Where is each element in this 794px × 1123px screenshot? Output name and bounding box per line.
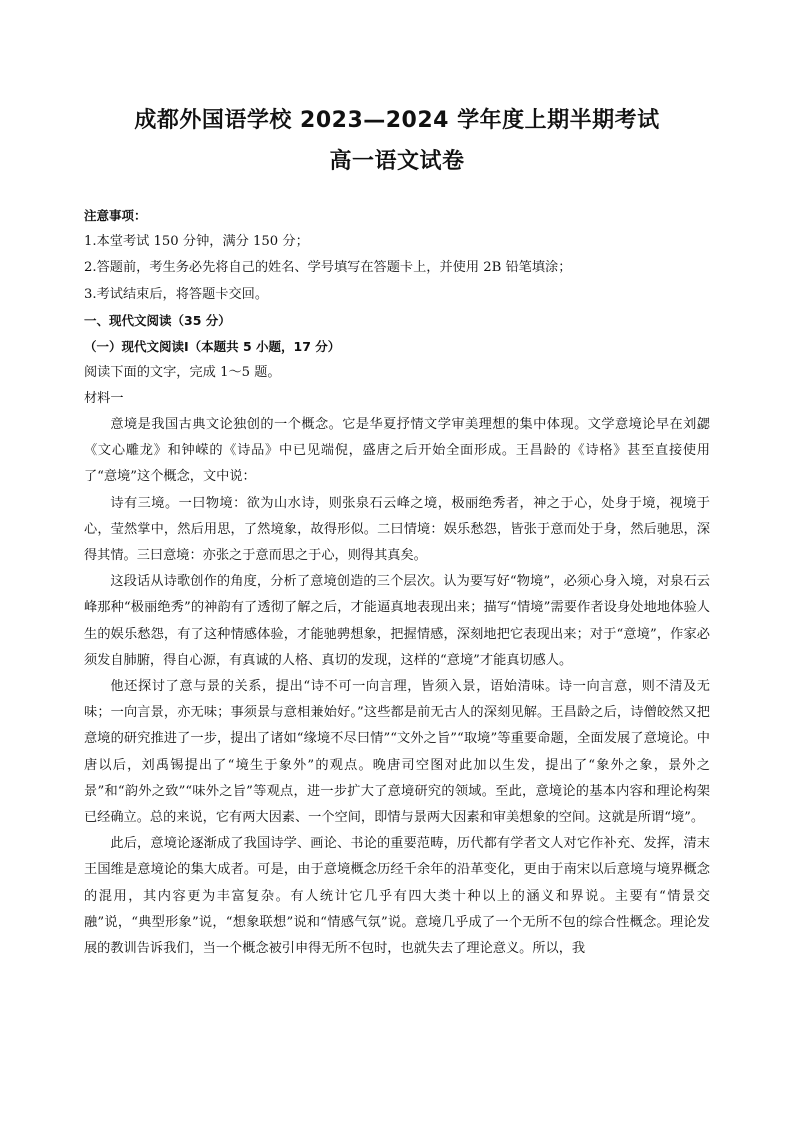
article-quote-paragraph: 诗有三境。一曰物境：欲为山水诗，则张泉石云峰之境，极丽绝秀者，神之于心，处身于境，视境于心，莹然掌中，然后用思，了然境象，故得形似。二曰情境：娱乐愁怨，皆张于意而处于身，然后驰思，深得其情。三曰意境：亦张之于意而思之于心，则得其真矣。: [84, 495, 710, 564]
material-label: 材料一: [84, 391, 124, 407]
notes-section: [84, 203, 710, 413]
section-heading: 一、现代文阅读（35 分）: [84, 312, 231, 328]
article-paragraph: 这段话从诗歌创作的角度，分析了意境创造的三个层次。认为要写好“物境”，必须心身入境，对泉石云峰那种“极丽绝秀”的神韵有了透彻了解之后，才能逼真地表现出来；描写“情境”需要作者设身处地地体验人生的娱乐愁怨，有了这种情感体验，才能驰骋想象，把握情感，深刻地把它表现出来；对于“意境”，作家必须发自肺腑，得自心源，有真诚的人格、真切的发现，这样的“意境”才能真切感人。: [84, 574, 710, 668]
exam-subtitle: 高一语文试卷: [329, 149, 465, 174]
notes-item: 1.本堂考试 150 分钟，满分 150 分；: [84, 234, 309, 250]
section-subheading: （一）现代文阅读Ⅰ（本题共 5 小题，17 分）: [84, 339, 341, 355]
notes-item: 2.答题前，考生务必先将自己的姓名、学号填写在答题卡上，并使用 2B 铅笔填涂；: [84, 260, 572, 276]
reading-instruction: 阅读下面的文字，完成 1～5 题。: [84, 365, 281, 381]
notes-item: 3.考试结束后，将答题卡交回。: [84, 286, 269, 302]
article-paragraph: 意境是我国古典文论独创的一个概念。它是华夏抒情文学审美理想的集中体现。文学意境论早在刘勰《文心雕龙》和钟嵘的《诗品》中已见端倪，盛唐之后开始全面形成。王昌龄的《诗格》甚至直接使用了“意境”这个概念，文中说：: [84, 417, 710, 485]
article-body: [84, 412, 710, 962]
article-paragraph: 他还探讨了意与景的关系，提出“诗不可一向言理，皆须入景，语始清味。诗一向言意，则不清及无味；一向言景，亦无味；事须景与意相兼始好。”这些都是前无古人的深刻见解。王昌龄之后，诗僧皎然又把意境的研究推进了一步，提出了诸如“缘境不尽曰情”“文外之旨”“取境”等重要命题，全面发展了意境论。中唐以后，刘禹锡提出了“境生于象外”的观点。晚唐司空图对此加以生发，提出了“象外之象，景外之景”和“韵外之致”“味外之旨”等观点，进一步扩大了意境研究的领域。至此，意境论的基本内容和理论构架已经确立。总的来说，它有两大因素、一个空间，即情与景两大因素和审美想象的空间。这就是所谓“境”。: [84, 679, 710, 826]
article-paragraph: 此后，意境论逐渐成了我国诗学、画论、书论的重要范畴，历代都有学者文人对它作补充、发挥，清末王国维是意境论的集大成者。可是，由于意境概念历经千余年的沿革变化，更由于南宋以后意境与境界概念的混用，其内容更为丰富复杂。有人统计它几乎有四大类十种以上的涵义和界说。主要有“情景交融”说，“典型形象”说，“想象联想”说和“情感气氛”说。意境几乎成了一个无所不包的综合性概念。理论发展的教训告诉我们，当一个概念被引申得无所不包时，也就失去了理论意义。所以，我: [84, 836, 710, 957]
exam-title: 成都外国语学校 2023—2024 学年度上期半期考试: [134, 108, 660, 133]
notes-heading: 注意事项：: [84, 208, 147, 223]
